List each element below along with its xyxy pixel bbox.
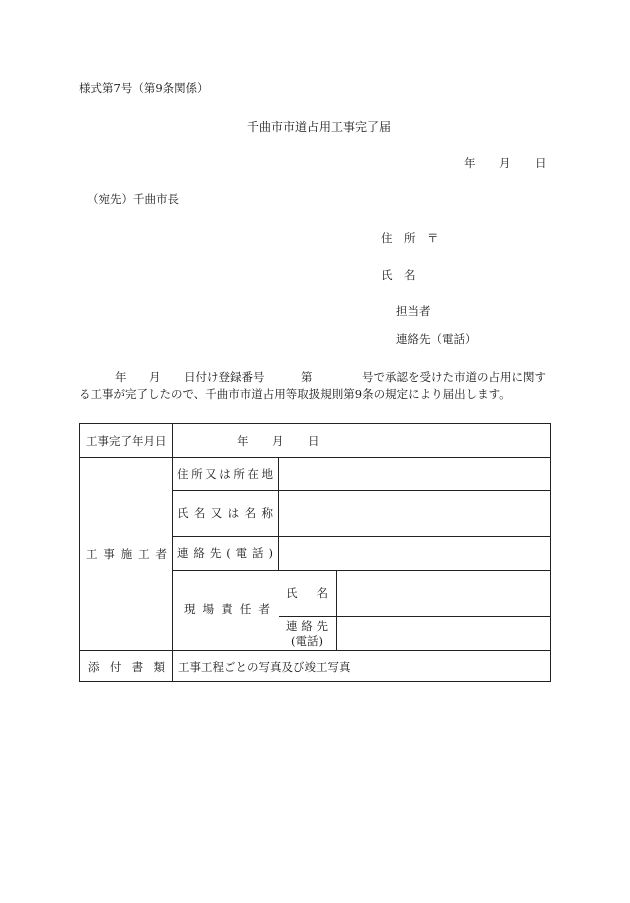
attachments-value: 工事工程ごとの写真及び竣工写真 xyxy=(178,660,351,674)
site-manager-label: 現 場 責 任 者 xyxy=(184,602,270,616)
contractor-contact-label: 連 絡 先 ( 電 話 ) xyxy=(177,546,273,560)
row-divider xyxy=(80,457,550,458)
body-month: 月 xyxy=(149,370,161,384)
column-divider xyxy=(278,457,279,570)
completion-month: 月 xyxy=(272,434,284,448)
row-divider xyxy=(172,570,550,571)
contractor-address-label: 住 所 又 は 所 在 地 xyxy=(177,467,273,481)
site-manager-contact-label-phone: (電話) xyxy=(291,634,323,648)
row-divider xyxy=(80,650,550,651)
site-manager-name-label: 氏 名 xyxy=(286,586,328,600)
date-month: 月 xyxy=(499,156,511,170)
applicant-address-label: 住 所 〒 xyxy=(381,231,439,245)
contractor-name-field[interactable] xyxy=(284,494,546,532)
completion-date-label: 工事完了年月日 xyxy=(86,434,167,448)
completion-report-table xyxy=(79,423,551,682)
addressee: （宛先）千曲市長 xyxy=(87,192,179,206)
completion-year: 年 xyxy=(237,434,249,448)
contractor-contact-field[interactable] xyxy=(284,540,546,568)
row-divider xyxy=(172,490,550,491)
row-divider xyxy=(172,536,550,537)
attachments-label: 添 付 書 類 xyxy=(88,660,165,674)
site-manager-contact-label: 連 絡 先 xyxy=(286,619,328,633)
applicant-contact-label: 連絡先（電話） xyxy=(396,332,477,346)
column-divider xyxy=(336,570,337,650)
body-year: 年 xyxy=(115,370,127,384)
contractor-label: 工 事 施 工 者 xyxy=(86,547,167,561)
form-number: 様式第7号（第9条関係） xyxy=(79,81,209,95)
contractor-name-label: 氏 名 又 は 名 称 xyxy=(177,506,273,520)
date-year: 年 xyxy=(464,156,476,170)
column-divider xyxy=(172,424,173,681)
date-day: 日 xyxy=(535,156,547,170)
body-dai: 第 xyxy=(301,370,313,384)
body-line2: る工事が完了したので、千曲市市道占用等取扱規則第9条の規定により届出します。 xyxy=(79,387,511,401)
body-date-registration: 日付け登録番号 xyxy=(184,370,265,384)
body-line1-rest: 号で承認を受けた市道の占用に関す xyxy=(362,370,546,384)
applicant-person-in-charge: 担当者 xyxy=(396,304,431,318)
site-manager-name-field[interactable] xyxy=(342,574,546,612)
page-title: 千曲市市道占用工事完了届 xyxy=(247,120,392,134)
row-divider xyxy=(279,616,550,617)
completion-day: 日 xyxy=(308,434,320,448)
applicant-name-label: 氏 名 xyxy=(381,268,416,282)
contractor-address-field[interactable] xyxy=(284,460,546,488)
site-manager-contact-field[interactable] xyxy=(342,620,546,646)
